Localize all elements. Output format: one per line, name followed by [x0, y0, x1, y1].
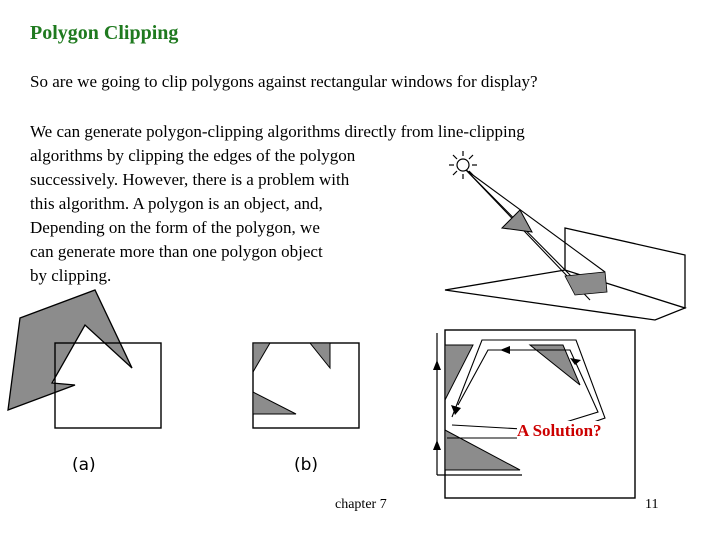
question-text: So are we going to clip polygons against rectangular windows for display?	[30, 72, 538, 91]
figure-label-b: (b)	[294, 455, 319, 475]
paragraph-line-4: this algorithm. A polygon is an object, and,	[30, 194, 323, 213]
figure-b	[253, 343, 359, 428]
solution-text: A Solution?	[517, 421, 602, 440]
figure-label-a: (a)	[72, 455, 96, 475]
paragraph-line-6: can generate more than one polygon object	[30, 242, 323, 261]
paragraph-line-3: successively. However, there is a problem with	[30, 170, 350, 189]
paragraph-line-1: We can generate polygon-clipping algorithms directly from line-clipping	[30, 122, 525, 141]
paragraph-line-7: by clipping.	[30, 266, 112, 285]
footer-page-number: 11	[645, 497, 659, 512]
footer-chapter: chapter 7	[335, 497, 387, 512]
paragraph-line-2: algorithms by clipping the edges of the polygon	[30, 146, 356, 165]
paragraph-line-5: Depending on the form of the polygon, we	[30, 218, 320, 237]
projection-figure	[445, 151, 685, 320]
figure-a	[8, 290, 161, 428]
figure-solution	[433, 330, 635, 498]
slide-title: Polygon Clipping	[30, 22, 179, 44]
